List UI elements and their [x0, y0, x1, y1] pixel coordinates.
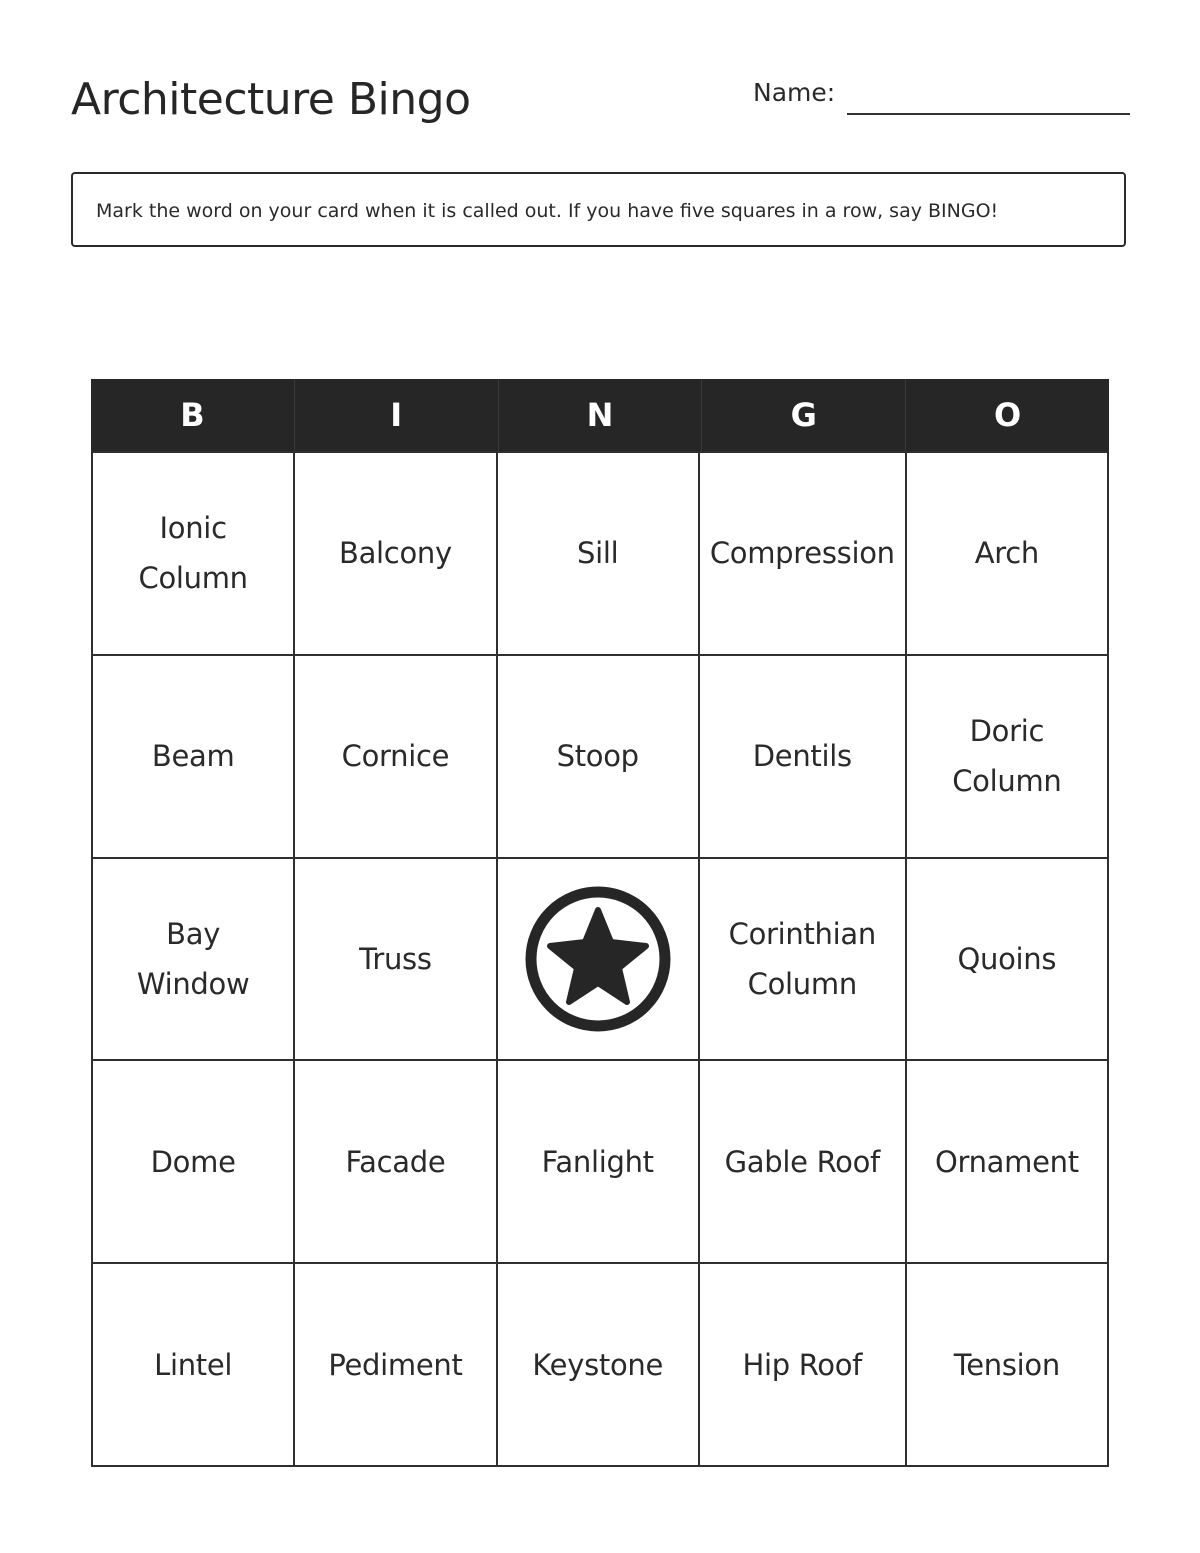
bingo-header-b: B	[91, 379, 295, 451]
bingo-cell-text: Ornament	[934, 1144, 1079, 1179]
bingo-cell-text: Bay Window	[136, 916, 250, 1001]
bingo-cell[interactable]	[907, 1061, 1109, 1264]
bingo-grid	[91, 451, 1109, 1467]
bingo-cell[interactable]	[295, 656, 497, 859]
bingo-cell-text: Tension	[953, 1347, 1060, 1382]
bingo-free-space[interactable]	[498, 859, 700, 1062]
bingo-cell-text: Quoins	[957, 941, 1057, 976]
bingo-cell[interactable]	[498, 656, 700, 859]
name-label: Name:	[753, 78, 836, 107]
instructions-text: Mark the word on your card when it is called out. If you have five squares in a row, say BINGO!	[96, 200, 999, 222]
bingo-cell-text: Dome	[150, 1144, 236, 1179]
bingo-cell-text: Lintel	[154, 1347, 233, 1382]
bingo-cell-text: Doric Column	[952, 714, 1062, 799]
bingo-cell-text: Hip Roof	[742, 1347, 863, 1382]
bingo-cell-text: Sill	[577, 536, 619, 571]
bingo-cell-text: Corinthian Column	[728, 916, 876, 1001]
bingo-cell-text: Keystone	[532, 1347, 664, 1382]
bingo-cell[interactable]	[700, 859, 907, 1062]
bingo-cell-text: Gable Roof	[724, 1144, 880, 1179]
bingo-cell-text: Facade	[345, 1144, 446, 1179]
bingo-cell-text: Truss	[359, 941, 432, 976]
page-title: Architecture Bingo	[71, 74, 471, 125]
bingo-cell[interactable]	[907, 1264, 1109, 1467]
bingo-cell[interactable]	[498, 453, 700, 656]
bingo-cell[interactable]	[700, 453, 907, 656]
bingo-card	[91, 379, 1109, 1467]
bingo-cell[interactable]	[498, 1061, 700, 1264]
bingo-cell-text: Pediment	[328, 1347, 463, 1382]
bingo-cell[interactable]	[907, 453, 1109, 656]
name-underline[interactable]	[847, 113, 1130, 115]
bingo-cell-text: Arch	[974, 536, 1039, 571]
bingo-cell-text: Cornice	[341, 739, 450, 774]
bingo-cell-text: Beam	[151, 739, 235, 774]
bingo-cell[interactable]	[295, 1061, 497, 1264]
bingo-cell-text: Ionic Column	[138, 511, 248, 596]
bingo-cell[interactable]	[295, 1264, 497, 1467]
bingo-header-g: G	[702, 379, 906, 451]
bingo-header-n: N	[499, 379, 703, 451]
bingo-cell[interactable]	[93, 1264, 295, 1467]
bingo-cell-text: Compression	[709, 536, 895, 571]
bingo-cell[interactable]	[295, 453, 497, 656]
bingo-cell[interactable]	[907, 859, 1109, 1062]
bingo-header-i: I	[295, 379, 499, 451]
bingo-cell[interactable]	[93, 859, 295, 1062]
bingo-cell-text: Balcony	[338, 536, 452, 571]
bingo-header-o: O	[993, 396, 1022, 434]
bingo-cell-text: Dentils	[752, 739, 852, 774]
bingo-cell[interactable]	[700, 1061, 907, 1264]
bingo-cell-text: Fanlight	[541, 1144, 654, 1179]
bingo-cell[interactable]	[93, 1061, 295, 1264]
bingo-cell[interactable]	[700, 656, 907, 859]
bingo-cell[interactable]	[93, 656, 295, 859]
bingo-header-row	[91, 379, 1109, 451]
bingo-cell[interactable]	[700, 1264, 907, 1467]
star-in-circle-icon	[523, 884, 673, 1034]
name-field[interactable]	[753, 74, 1130, 116]
bingo-cell[interactable]	[295, 859, 497, 1062]
bingo-cell-text: Stoop	[556, 739, 639, 774]
bingo-cell[interactable]	[93, 453, 295, 656]
bingo-cell[interactable]	[498, 1264, 700, 1467]
bingo-cell[interactable]	[907, 656, 1109, 859]
instructions-box	[71, 172, 1126, 247]
